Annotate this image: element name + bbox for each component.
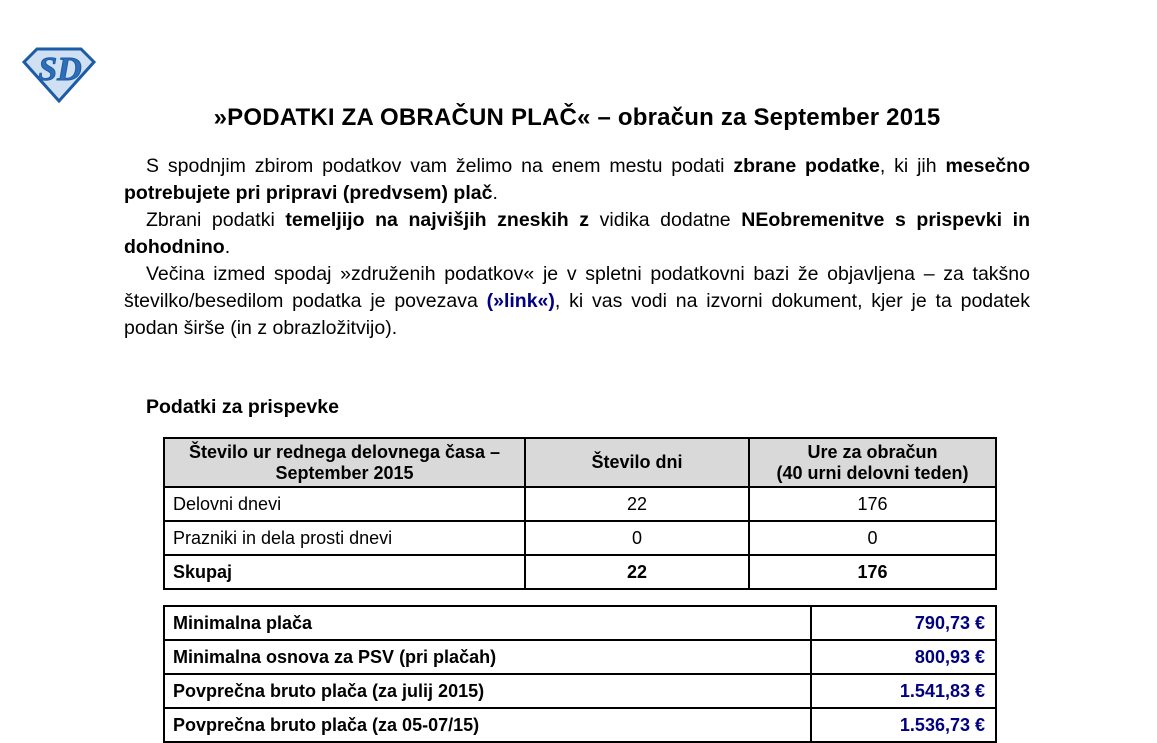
intro-p1-text-2: , ki jih	[879, 155, 946, 177]
table-row-working-days	[164, 487, 996, 521]
page-title: »PODATKI ZA OBRAČUN PLAČ« – obračun za September 2015	[213, 104, 941, 131]
header-line: (40 urni delovni teden)	[776, 462, 969, 483]
row-label: Minimalna osnova za PSV (pri plačah)	[164, 640, 811, 674]
header-hours-column	[164, 438, 525, 487]
intro-text	[124, 153, 1030, 342]
table-row-average-gross-july	[164, 674, 996, 708]
logo-letters: SD	[38, 51, 82, 88]
amount-value: 1.536,73 €	[811, 708, 996, 742]
table-row-minimum-wage	[164, 606, 996, 640]
salary-amounts-table	[163, 605, 997, 743]
intro-p2-text: Zbrani podatki	[146, 209, 286, 231]
intro-p3-text-2: , ki vas vodi na izvorni dokument, kjer je ta podatek podan širše (in z obrazložitvijo).	[124, 290, 1030, 339]
intro-paragraph-1	[124, 153, 1030, 207]
link-reference[interactable]: (»link«)	[486, 290, 555, 312]
intro-p1-text-3: .	[492, 182, 498, 204]
row-label: Skupaj	[164, 555, 525, 589]
sd-shield-logo	[20, 46, 98, 104]
intro-p1-bold-2: mesečno potrebujete pri pripravi (predvsem) plač	[124, 155, 1031, 204]
section-heading-prispevki: Podatki za prispevke	[146, 396, 339, 418]
intro-paragraph-3	[124, 261, 1030, 342]
header-line: September 2015	[275, 462, 414, 483]
days-value: 0	[525, 521, 749, 555]
intro-p2-bold-2: NEobremenitve s prispevki in dohodnino	[124, 209, 1030, 258]
row-label: Prazniki in dela prosti dnevi	[164, 521, 525, 555]
table-row-holidays	[164, 521, 996, 555]
amount-value: 790,73 €	[811, 606, 996, 640]
amount-value: 800,93 €	[811, 640, 996, 674]
days-value: 22	[525, 555, 749, 589]
intro-p2-text-2: vidika dodatne	[589, 209, 742, 231]
hours-value: 176	[749, 555, 996, 589]
header-line: Število dni	[591, 452, 683, 472]
row-label: Povprečna bruto plača (za 05-07/15)	[164, 708, 811, 742]
intro-p1-bold-1: zbrane podatke	[733, 155, 880, 177]
header-line: Število ur rednega delovnega časa –	[188, 441, 501, 462]
intro-p1-text: S spodnjim zbirom podatkov vam želimo na enem mestu podati	[146, 155, 734, 177]
header-days-column	[525, 438, 749, 487]
table-row-average-gross-quarter	[164, 708, 996, 742]
intro-p2-bold-1: temeljijo na najvišjih zneskih z	[285, 209, 590, 231]
row-label: Minimalna plača	[164, 606, 811, 640]
table-row-minimum-psv-base	[164, 640, 996, 674]
intro-paragraph-2	[124, 207, 1030, 261]
row-label: Delovni dnevi	[164, 487, 525, 521]
header-line: Ure za obračun	[807, 441, 938, 462]
hours-value: 176	[749, 487, 996, 521]
days-value: 22	[525, 487, 749, 521]
header-hours-calc-column	[749, 438, 996, 487]
hours-value: 0	[749, 521, 996, 555]
working-hours-table	[163, 437, 997, 590]
table-header-row	[164, 438, 996, 487]
amount-value: 1.541,83 €	[811, 674, 996, 708]
intro-p3-text: Večina izmed spodaj »združenih podatkov« je v spletni podatkovni bazi že objavljena – za takšno številko/besedilom podatka je povezava	[124, 263, 1030, 312]
row-label: Povprečna bruto plača (za julij 2015)	[164, 674, 811, 708]
intro-p2-text-3: .	[224, 236, 231, 258]
table-row-total	[164, 555, 996, 589]
